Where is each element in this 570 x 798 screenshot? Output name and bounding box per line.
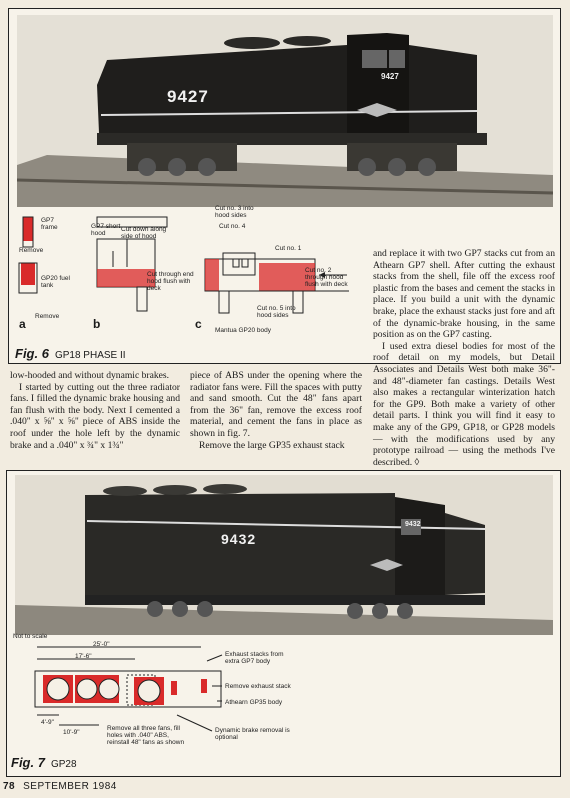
col3-para-2: I used extra diesel bodies for most of the roof detail on my models, but Detail Associates and Details West both make 36"- and 48"-diameter fan castings. Details West also makes a rectangular winterization hatch for the GP9. Both make a variety of other detail parts. I think you will find it easy to make any of the GP9, GP18, or GP28 models — with the modifications used by any prototype railroad — using the methods I've described. ◊: [373, 340, 555, 468]
fig6-cab-number: 9427: [381, 72, 399, 81]
fig6-title: GP18 PHASE II: [54, 350, 126, 361]
text-column-1: [10, 370, 180, 451]
fig7-label-exhaust: Exhaust stacks from extra GP7 body: [225, 651, 284, 665]
fig6-c-label-5: Cut no. 5 into hood sides: [257, 305, 296, 319]
col2-para-1: piece of ABS under the opening where the radiator fans were. Fill the spaces with putty and sand smooth. Cut the 48" fans apart from the 36" fan, remove the excess roof material, and cement the fans in place as shown in fig. 7.: [190, 370, 362, 439]
text-column-3: [373, 248, 555, 468]
fig6-part-b-letter: b: [93, 317, 101, 331]
fig6-hood-number: 9427: [167, 87, 209, 106]
fig6-part-a-letter: a: [19, 317, 26, 331]
fig6-a-label-1: GP7 frame: [41, 217, 58, 231]
fig7-cab-number: 9432: [405, 521, 421, 528]
fig6-a-label-3: GP20 fuel tank: [41, 275, 70, 289]
fig7-label-dynamic: Dynamic brake removal is optional: [215, 727, 290, 741]
fig6-photo: [17, 15, 553, 207]
fig6-caption: [15, 345, 126, 363]
page-number: 78: [3, 781, 16, 792]
fig6-a-label-2: Remove: [19, 247, 44, 254]
fig7-dim-4: 4'-9": [41, 719, 54, 726]
col3-para-1: and replace it with two GP7 stacks cut from an Athearn GP7 shell. After cutting the exhaust stacks from the shell, file off the excess roof plastic from the bases and cement the stacks in place. If you build a unit with the dynamic brake, place the exhaust stacks just fore and aft of the dynamic-brake housing, in the same position as on the GP7 casting.: [373, 248, 555, 341]
fig6-a-label-4: Remove: [35, 313, 60, 320]
fig7-not-to-scale: Not to scale: [13, 633, 48, 640]
fig6-c-label-3: Cut no. 1: [275, 245, 302, 252]
fig6-number: Fig. 6: [15, 346, 49, 361]
fig7-dim-10: 10'-9": [63, 729, 80, 736]
fig7-caption: [11, 754, 77, 772]
fig7-number: Fig. 7: [11, 755, 45, 770]
fig7-dim-17: 17'-6": [75, 653, 92, 660]
fig7-label-athearn: Athearn GP35 body: [225, 699, 283, 706]
fig6-c-label-6: Mantua GP20 body: [215, 327, 272, 334]
fig6-c-label-4: Cut no. 2 through hood flush with deck: [305, 267, 348, 288]
figure-7: [6, 470, 561, 777]
fig7-photo: [15, 475, 553, 635]
issue-date: SEPTEMBER 1984: [23, 781, 117, 792]
fig6-c-label-1: Cut no. 3 into hood sides: [215, 205, 254, 219]
fig6-b-label-1: GP7 short hood: [91, 223, 121, 237]
locomotive-9427-illustration: [17, 15, 553, 207]
text-column-2: [190, 370, 362, 451]
locomotive-9432-illustration: [15, 475, 553, 635]
fig6-b-label-3: Cut through end hood flush with deck: [147, 271, 194, 292]
col1-para-2: I started by cutting out the three radiator fans. I filled the dynamic brake housing and fan flush with the body. Next I cemented a .040" x ⅝" x ⅝" piece of ABS inside the roof under the hole left by the dynamic brake and a .040" x ¾" x 1¾": [10, 381, 180, 451]
fig7-hood-number: 9432: [221, 531, 257, 547]
page-footer: [3, 781, 117, 792]
fig7-title: GP28: [50, 759, 77, 770]
fig7-label-fans: Remove all three fans, fill holes with .040" ABS, reinstall 48" fans as shown: [107, 725, 185, 746]
fig6-part-c-letter: c: [195, 317, 202, 331]
col2-para-2: Remove the large GP35 exhaust stack: [199, 439, 345, 451]
col1-para-1: low-hooded and without dynamic brakes.: [10, 370, 170, 381]
fig7-dim-25: 25'-0": [93, 641, 110, 648]
fig7-label-remove-stack: Remove exhaust stack: [225, 683, 291, 690]
fig6-c-label-2: Cut no. 4: [219, 223, 246, 230]
fig6-b-label-2: Cut down along side of hood: [121, 226, 167, 240]
